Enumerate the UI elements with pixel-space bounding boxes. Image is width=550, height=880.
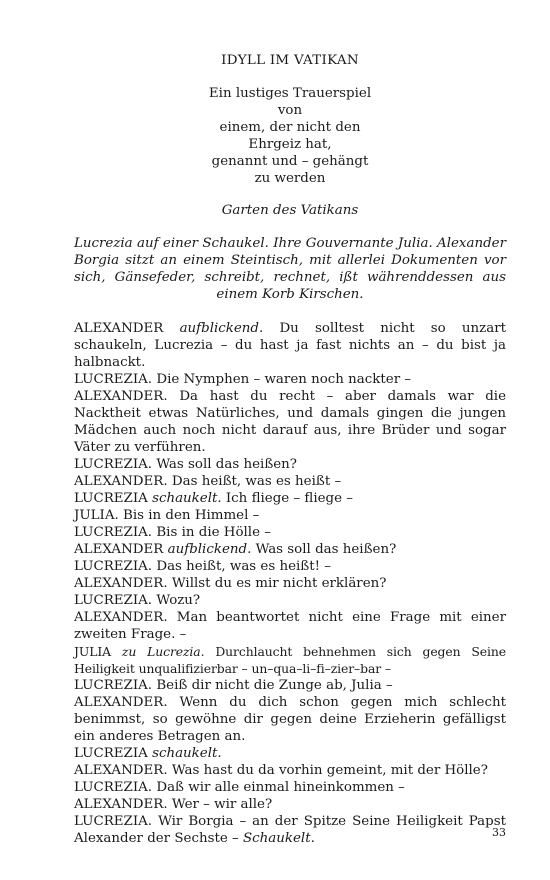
dialogue-line [74, 592, 506, 609]
spoken-text: Willst du es mir nicht erklären? [167, 576, 387, 591]
dialogue-line [74, 507, 506, 524]
speaker-name: JULIA [74, 644, 111, 659]
speaker-name: LUCREZIA. [74, 593, 153, 608]
spoken-text: Beiß dir nicht die Zunge ab, Julia – [152, 678, 393, 693]
dialogue-line [74, 643, 506, 677]
speaker-name: LUCREZIA. [74, 372, 153, 387]
spoken-text: Man beantwortet nicht eine Frage mit einer zweiten Frage. – [74, 610, 506, 642]
subtitle-line: genannt und – gehängt [211, 154, 369, 169]
subtitle-line: von [277, 103, 303, 118]
dialogue-line [74, 371, 506, 388]
stage-direction-inline: aufblickend. [179, 321, 264, 336]
stage-direction: Lucrezia auf einer Schaukel. Ihre Gouvernante Julia. Alexander Borgia sitzt an einem Steintisch, mit allerlei Dokumenten vor sich, Gänsefeder, schreibt, rechnet, ißt währenddessen aus einem Korb Kirschen. [74, 236, 506, 302]
stage-direction-inline: aufblickend. [167, 542, 252, 557]
speaker-name: LUCREZIA. [74, 457, 153, 472]
spoken-text: Was soll das heißen? [251, 542, 397, 557]
dialogue-line [74, 779, 506, 796]
subtitle-line: Ein lustiges Trauerspiel [208, 86, 372, 101]
stage-direction-inline: schaukelt. [152, 746, 222, 761]
dialogue-line [74, 677, 506, 694]
play-title: IDYLL IM VATIKAN [221, 53, 359, 68]
speaker-name: LUCREZIA [74, 746, 148, 761]
dialogue-line [74, 388, 506, 456]
spoken-text: Da hast du recht – aber damals war die Nacktheit etwas Natürliches, und damals gingen die jungen Mädchen auch noch nicht darauf aus, ihre Brüder und sogar Väter zu verführen. [74, 389, 506, 455]
speaker-name: ALEXANDER. [74, 576, 168, 591]
spoken-text: Wir Borgia – an der Spitze Seine Heiligkeit Papst Alexander der Sechste – [74, 814, 506, 846]
dialogue-line [74, 456, 506, 473]
dialogue-line [74, 320, 506, 371]
dialogue-line [74, 813, 506, 847]
stage-direction-inline: Schaukelt. [242, 831, 315, 846]
stage-direction-inline: schaukelt. [152, 491, 222, 506]
spoken-text: Was hast du da vorhin gemeint, mit der Hölle? [167, 763, 488, 778]
dialogue-line [74, 558, 506, 575]
scene-setting: Garten des Vatikans [221, 203, 359, 218]
spoken-text: Daß wir alle einmal hineinkommen – [152, 780, 405, 795]
subtitle-block [74, 85, 506, 187]
speaker-name: ALEXANDER. [74, 610, 168, 625]
spoken-text: Das heißt, was es heißt – [167, 474, 342, 489]
dialogue-line [74, 575, 506, 592]
spoken-text: Du solltest nicht so unzart schaukeln, Lucrezia – du hast ja fast nichts an – du bist ja halbnackt. [74, 321, 506, 370]
spoken-text: Ich fliege – fliege – [221, 491, 353, 506]
subtitle-line: einem, der nicht den [219, 120, 361, 135]
spoken-text: Bis in den Himmel – [118, 508, 260, 523]
speaker-name: ALEXANDER. [74, 763, 168, 778]
speaker-name: LUCREZIA. [74, 814, 153, 829]
spoken-text: Wenn du dich schon gegen mich schlecht benimmst, so gewöhne dir gegen deine Erzieherin gefälligst ein anderes Betragen an. [74, 695, 506, 744]
spoken-text: Das heißt, was es heißt! – [152, 559, 331, 574]
dialogue-line [74, 762, 506, 779]
page-number: 33 [492, 826, 506, 839]
speaker-name: ALEXANDER. [74, 695, 168, 710]
speaker-name: JULIA. [74, 508, 119, 523]
spoken-text: Bis in die Hölle – [152, 525, 271, 540]
speaker-name: LUCREZIA. [74, 525, 153, 540]
dialogue-line [74, 796, 506, 813]
spoken-text: Wozu? [152, 593, 201, 608]
speaker-name: ALEXANDER [74, 321, 164, 336]
spoken-text: Was soll das heißen? [152, 457, 297, 472]
speaker-name: ALEXANDER. [74, 797, 168, 812]
speaker-name: LUCREZIA [74, 491, 148, 506]
spoken-text: Durchlaucht behnehmen sich gegen Seine Heiligkeit unqualifizierbar – un–qua–li–fi–zier–bar – [74, 644, 506, 676]
dialogue-line [74, 490, 506, 507]
speaker-name: ALEXANDER. [74, 474, 168, 489]
dialogue-line [74, 745, 506, 762]
dialogue-line [74, 524, 506, 541]
spoken-text: Die Nymphen – waren noch nackter – [152, 372, 412, 387]
spoken-text: Wer – wir alle? [167, 797, 273, 812]
stage-direction-inline: zu Lucrezia. [121, 644, 205, 659]
dialogue-line [74, 473, 506, 490]
subtitle-line: zu werden [254, 171, 326, 186]
speaker-name: LUCREZIA. [74, 559, 153, 574]
dialogue-line [74, 694, 506, 745]
speaker-name: ALEXANDER [74, 542, 164, 557]
speaker-name: LUCREZIA. [74, 780, 153, 795]
dialogue-block [74, 320, 506, 847]
subtitle-line: Ehrgeiz hat, [248, 137, 332, 152]
speaker-name: LUCREZIA. [74, 678, 153, 693]
dialogue-line [74, 609, 506, 643]
dialogue-line [74, 541, 506, 558]
speaker-name: ALEXANDER. [74, 389, 168, 404]
page-body [74, 52, 506, 847]
